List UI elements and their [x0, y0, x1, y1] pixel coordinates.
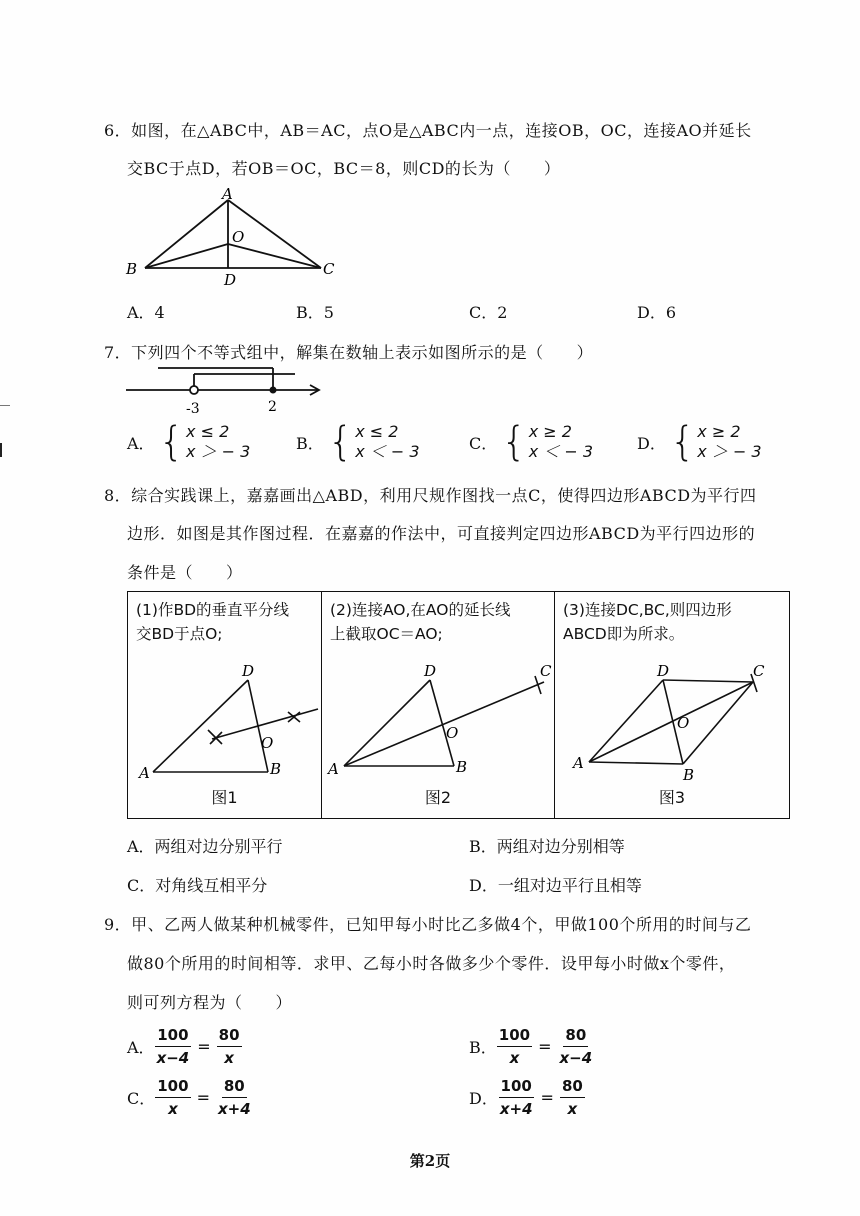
- open-circle-icon: [190, 386, 198, 394]
- frac-numerator: 100: [155, 1077, 190, 1098]
- q9-option-a: [127, 1026, 242, 1067]
- q6-option-b: B．5: [296, 303, 334, 322]
- q8-fig3-caption: 图3: [658, 788, 686, 807]
- fig1-label-d: D: [242, 662, 255, 680]
- equals-sign: =: [197, 1037, 211, 1056]
- brace-icon: {: [327, 419, 354, 465]
- frac-denominator: x: [509, 1049, 520, 1067]
- q9-line2: 做80个所用的时间相等．求甲、乙每小时各做多少个零件．设甲每小时做x个零件，: [127, 954, 736, 973]
- q7-line1: 7．下列四个不等式组中，解集在数轴上表示如图所示的是（ ）: [104, 343, 594, 362]
- fig3-label-d: D: [657, 662, 670, 680]
- frac-denominator: x: [567, 1100, 578, 1118]
- ineq-row1: x ≤ 2: [355, 422, 399, 441]
- fig1-label-o: O: [261, 734, 274, 752]
- q8-line2: 边形．如图是其作图过程．在嘉嘉的作法中，可直接判定四边形ABCD为平行四边形的: [127, 524, 756, 543]
- q8-step1-cell: [128, 592, 322, 818]
- q6-triangle-figure: [120, 186, 350, 296]
- frac-numerator: 80: [560, 1077, 585, 1098]
- option-letter: A．: [127, 433, 155, 453]
- brace-icon: {: [158, 419, 185, 465]
- q8-fig1-caption: 图1: [211, 788, 238, 807]
- q8-line3: 条件是（ ）: [127, 563, 243, 582]
- q6-label-b: B: [126, 260, 138, 278]
- option-letter: B．: [469, 1038, 497, 1057]
- q7-option-c: [469, 419, 594, 465]
- scan-mark: [0, 443, 2, 457]
- option-letter: B．: [296, 433, 324, 453]
- ineq-row2: x ＞ − 3: [697, 442, 762, 461]
- q8-fig2-caption: 图2: [424, 788, 452, 807]
- ineq-row2: x ＜ − 3: [528, 442, 594, 461]
- q7-number-line: [120, 362, 330, 418]
- option-letter: A．: [127, 1038, 155, 1057]
- q8-figure2: [322, 662, 555, 782]
- scan-mark: [0, 405, 10, 406]
- q8-option-d: D．一组对边平行且相等: [469, 876, 642, 895]
- fig3-label-c: C: [753, 662, 765, 680]
- frac-numerator: 80: [217, 1026, 242, 1047]
- equals-sign: =: [538, 1037, 552, 1056]
- ineq-row1: x ≤ 2: [186, 422, 230, 441]
- q7-axis-label-2: 2: [268, 399, 277, 415]
- q9-option-d: [469, 1077, 585, 1118]
- ineq-row1: x ≥ 2: [697, 422, 741, 441]
- equals-sign: =: [196, 1088, 210, 1107]
- q8-line1: 8．综合实践课上，嘉嘉画出△ABD，利用尺规作图找一点C，使得四边形ABCD为平行四: [104, 486, 757, 505]
- q7-option-d: [637, 419, 762, 465]
- ineq-row2: x ＞ − 3: [186, 442, 251, 461]
- ineq-row1: x ≥ 2: [528, 422, 572, 441]
- q7-axis-label-neg3: -3: [186, 401, 200, 417]
- frac-numerator: 80: [222, 1077, 247, 1098]
- q6-line1: 6．如图，在△ABC中，AB＝AC，点O是△ABC内一点，连接OB，OC，连接AO并延长: [104, 121, 752, 140]
- fig2-label-o: O: [446, 724, 459, 742]
- fig3-label-b: B: [683, 766, 695, 782]
- frac-denominator: x−4: [156, 1049, 190, 1067]
- equals-sign: =: [540, 1088, 554, 1107]
- q7-option-a: [127, 419, 251, 465]
- q8-step1-text1: (1)作BD的垂直平分线: [136, 601, 290, 619]
- q8-step2-text1: (2)连接AO,在AO的延长线: [330, 601, 511, 619]
- brace-icon: {: [501, 419, 527, 465]
- q8-step1-text2: 交BD于点O;: [136, 625, 223, 643]
- brace-icon: {: [669, 419, 696, 465]
- frac-denominator: x: [224, 1049, 234, 1067]
- q8-option-c: C．对角线互相平分: [127, 876, 268, 895]
- q6-option-d: D．6: [637, 303, 677, 322]
- ineq-row2: x ＜ − 3: [355, 442, 420, 461]
- option-letter: D．: [469, 1089, 498, 1108]
- q6-label-o: O: [232, 228, 245, 246]
- q9-line3: 则可列方程为（ ）: [127, 993, 293, 1012]
- frac-numerator: 80: [563, 1026, 588, 1047]
- page-number: 第2页: [409, 1152, 451, 1170]
- q7-option-b: [296, 419, 420, 465]
- q8-step3-text1: (3)连接DC,BC,则四边形: [563, 601, 732, 619]
- fig3-label-a: A: [573, 754, 584, 772]
- frac-denominator: x+4: [217, 1100, 251, 1118]
- fig2-label-d: D: [424, 662, 437, 680]
- fig2-label-a: A: [328, 760, 339, 778]
- fig3-label-o: O: [677, 714, 690, 732]
- q6-option-a: A．4: [127, 303, 165, 322]
- closed-circle-icon: [270, 387, 277, 394]
- q9-line1: 9．甲、乙两人做某种机械零件，已知甲每小时比乙多做4个，甲做100个所用的时间与乙: [104, 915, 752, 934]
- option-letter: C．: [469, 433, 498, 453]
- q9-option-c: [127, 1077, 253, 1118]
- fig2-label-c: C: [540, 662, 552, 680]
- fig2-label-b: B: [456, 758, 468, 776]
- q6-label-c: C: [323, 260, 335, 278]
- q8-step3-cell: [555, 592, 789, 818]
- option-letter: D．: [637, 433, 666, 453]
- frac-numerator: 100: [155, 1026, 190, 1047]
- q6-line2: 交BC于点D，若OB＝OC，BC＝8，则CD的长为（ ）: [127, 159, 561, 178]
- frac-denominator: x+4: [499, 1100, 533, 1118]
- q6-label-d: D: [224, 271, 237, 289]
- option-letter: C．: [127, 1089, 156, 1108]
- frac-denominator: x: [168, 1100, 178, 1118]
- q8-figure1: [128, 662, 322, 782]
- q9-option-b: [469, 1026, 594, 1067]
- q8-option-b: B．两组对边分别相等: [469, 837, 625, 856]
- q8-step2-text2: 上截取OC＝AO;: [330, 625, 443, 643]
- q8-option-a: A．两组对边分别平行: [127, 837, 283, 856]
- frac-numerator: 100: [497, 1026, 532, 1047]
- q8-step2-cell: [322, 592, 555, 818]
- frac-numerator: 100: [499, 1077, 534, 1098]
- q8-figure3: [555, 662, 789, 782]
- q6-label-a: A: [222, 186, 233, 203]
- fig1-label-b: B: [270, 760, 282, 778]
- frac-denominator: x−4: [559, 1049, 593, 1067]
- q6-option-c: C．2: [469, 303, 508, 322]
- fig1-label-a: A: [139, 764, 150, 782]
- q8-step3-text2: ABCD即为所求。: [563, 625, 685, 643]
- q8-construction-table: [127, 591, 790, 819]
